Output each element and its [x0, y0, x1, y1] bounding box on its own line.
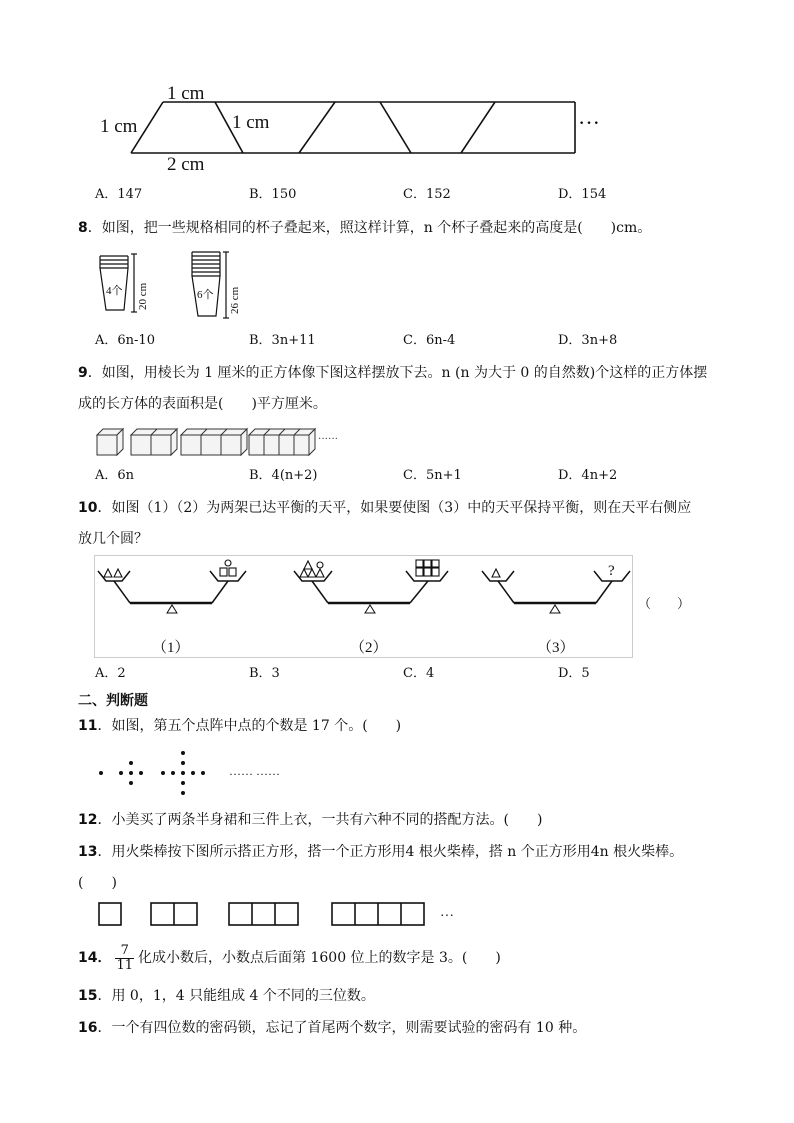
q10-option-d: D．5 — [558, 666, 590, 681]
q12-question — [78, 811, 542, 829]
q10-answer-paren: （ ） — [638, 597, 691, 612]
q7-option-b: B．150 — [249, 187, 297, 202]
q10-text1: ．如图（1）（2）为两架已达平衡的天平，如果要使图（3）中的天平保持平衡，则在天平右侧应 — [97, 500, 692, 516]
matchstick-figure — [96, 900, 466, 930]
q10-option-c: C．4 — [403, 666, 435, 681]
q10-number: 10 — [78, 500, 98, 516]
label-mid: 1 cm — [232, 112, 270, 133]
q12-text: ．小美买了两条半身裙和三件上衣，一共有六种不同的搭配方法。( ) — [97, 812, 543, 828]
q16-text: ．一个有四位数的密码锁，忘记了首尾两个数字，则需要试验的密码有 10 种。 — [97, 1020, 587, 1036]
fraction-numerator: 7 — [115, 944, 134, 959]
cubes-figure — [95, 425, 355, 459]
cup1-count: 4个 — [106, 285, 123, 297]
q16-question — [78, 1019, 586, 1037]
cups-figure — [96, 250, 256, 322]
q7-option-d: D．154 — [558, 187, 607, 202]
balance3-question: ? — [608, 563, 615, 579]
q14-number: 14 — [78, 950, 98, 966]
section-title: 二、判断题 — [78, 693, 148, 709]
q14-text: 化成小数后，小数点后面第 1600 位上的数字是 3。( ) — [138, 950, 501, 966]
q9-text1: ．如图，用棱长为 1 厘米的正方体像下图这样摆放下去。n (n 为大于 0 的自然数)个这样的正方体摆 — [87, 365, 708, 381]
label-top: 1 cm — [167, 83, 205, 104]
q11-question — [78, 717, 401, 735]
q15-question — [78, 987, 375, 1005]
label-bottom: 2 cm — [167, 154, 205, 175]
q8-option-b: B．3n+11 — [249, 333, 316, 348]
cup2-count: 6个 — [197, 289, 214, 301]
q9-option-d: D．4n+2 — [558, 468, 618, 483]
balances-figure — [94, 555, 634, 659]
matchstick-ellipsis: ··· — [440, 909, 454, 924]
q16-number: 16 — [78, 1020, 98, 1036]
q9-option-a: A．6n — [95, 468, 135, 483]
q8-number: 8 — [78, 220, 88, 236]
balance3-label: （3） — [537, 640, 575, 656]
q9-question-line2: 成的长方体的表面积是( )平方厘米。 — [78, 396, 327, 412]
q8-option-a: A．6n-10 — [95, 333, 155, 348]
q9-question-line1 — [78, 364, 707, 382]
q13-number: 13 — [78, 844, 98, 860]
q14-fraction — [115, 944, 134, 973]
q9-number: 9 — [78, 365, 88, 381]
q7-option-a: A．147 — [95, 187, 143, 202]
q8-question — [78, 219, 651, 237]
balance1-label: （1） — [152, 640, 190, 656]
label-left: 1 cm — [100, 116, 138, 137]
cup2-height: 26 cm — [229, 286, 241, 314]
q15-text: ．用 0，1，4 只能组成 4 个不同的三位数。 — [97, 988, 375, 1004]
dot-pattern-figure — [95, 748, 285, 800]
cubes-dots: ······ — [318, 434, 338, 445]
q11-number: 11 — [78, 718, 98, 734]
q8-text: ．如图，把一些规格相同的杯子叠起来，照这样计算，n 个杯子叠起来的高度是( )cm。 — [87, 220, 652, 236]
q9-option-c: C．5n+1 — [403, 468, 462, 483]
q10-option-a: A．2 — [95, 666, 126, 681]
q13-question — [78, 843, 683, 861]
q14-question: 14． $\frac{7}{11}$ 化成小数后，小数点后面第 1600 位上的数字是 3。( ) — [78, 942, 501, 973]
cup1-height: 20 cm — [137, 282, 149, 310]
q12-number: 12 — [78, 812, 98, 828]
fraction-denominator: 11 — [116, 957, 134, 973]
q10-option-b: B．3 — [249, 666, 280, 681]
q8-option-d: D．3n+8 — [558, 333, 618, 348]
q13-paren: ( ) — [78, 875, 117, 891]
dots-ellipsis: …… …… — [229, 764, 280, 778]
q13-text: ．用火柴棒按下图所示搭正方形，搭一个正方形用4 根火柴棒，搭 n 个正方形用4n 根火柴棒。 — [97, 844, 684, 860]
q11-text: ．如图，第五个点阵中点的个数是 17 个。( ) — [97, 718, 402, 734]
q10-question-line2: 放几个圆？ — [78, 531, 148, 547]
q7-option-c: C．152 — [403, 187, 451, 202]
balance2-label: （2） — [350, 640, 388, 656]
q15-number: 15 — [78, 988, 98, 1004]
q9-option-b: B．4(n+2) — [249, 468, 318, 483]
q8-option-c: C．6n-4 — [403, 333, 456, 348]
trapezoid-figure — [95, 80, 615, 175]
q10-question-line1 — [78, 499, 691, 517]
ellipsis: ··· — [578, 110, 600, 135]
